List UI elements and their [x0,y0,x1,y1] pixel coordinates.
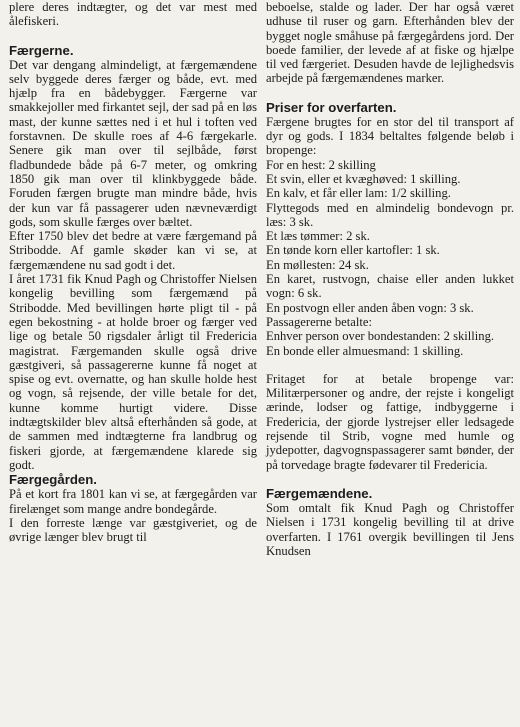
paragraph-kort-1801: På et kort fra 1801 kan vi se, at færgegården var firelænget som mange andre bondegårde. [9,487,257,516]
right-column [266,0,514,558]
price-line: Passagererne betalte: [266,314,372,329]
heading-faergegaarden: Færgegården. [9,472,97,488]
left-column [9,0,257,544]
price-line: For en hest: 2 skilling [266,157,376,172]
price-line: Enhver person over bondestanden: 2 skilling. [266,329,495,344]
heading-priser: Priser for overfarten. [266,99,397,115]
right-intro-paragraph: beboelse, stalde og lader. Der har også været udhuse til ruser og garn. Efterhånden blev der bygget nogle småhuse på færgegårdens jord. Der boede familier, der levede af at fiske og hjælpe til ved færgeriet. Desuden havde de lejlighedsvis arbejde på færgemændenes marker. [266,0,514,86]
price-line: En postvogn eller anden åben vogn: 3 sk. [266,300,474,315]
price-line: Et læs tømmer: 2 sk. [266,229,370,244]
paragraph-fritaget: Fritaget for at betale bropenge var: Militærpersoner og andre, der rejste i kongeligt ærinde, lodser og fattige, indbyggerne i Fredericia, der gjorde lystrejser eller ledsagede rejsende til Strib, vogne med humle og jydepotter, dagvognspassagerer samt bønder, der på torvedage bragte fødevarer til Fredericia. [266,371,514,472]
heading-faergemaendene: Færgemændene. [266,485,373,501]
price-line: Flyttegods med en almindelig bondevogn pr. læs: 3 sk. [266,200,514,229]
paragraph-1731-bevilling: I året 1731 fik Knud Pagh og Christoffer Nielsen kongelig bevilling som færgemænd på Stribodde. Med bevillingen hørte pligt til - på egen bekostning - at holde broer og færger ved lige og betale 50 rigsdaler årligt til Fredericia magistrat. Færgemanden skulle også drive gæstgiveri, så passagererne kunne få noget at spise og evt. overnatte, og han skulle holde hest og vogn, så rejsende, der ville betale for det, kunne komme hurtigt videre. Disse indtægtskilder blev altså efterhånden så gode, at de sammen med indtægterne fra landbrug og fiskeri gjorde, at færgemændene klarede sig godt. [9,272,257,472]
price-line: En karet, rustvogn, chaise eller anden lukket vogn: 6 sk. [266,272,514,301]
paragraph-faergerne: Det var dengang almindeligt, at færgemændene selv byggede deres færger og både, evt. med hjælp fra en bådebygger. Færgerne var smakkejoller med firkantet sejl, der sad på en løs mast, der kunne sættes ned i et hul i toften ved forstavnen. De skulle roes af 4-6 færgekarle. Senere gik man over til sejlbåde, først fladbundede både på 6-7 meter, og omkring 1850 gik man over til klinkbyggede både. Foruden færgen brugte man mindre både, hvis der kun var få passagerer uden nævneværdigt gods, som skulle færges over bæltet. [9,57,257,229]
price-line: Færgene brugtes for en stor del til transport af dyr og gods. I 1834 beltaltes følgende beløb i bropenge: [266,114,514,158]
price-line: En tønde korn eller kartofler: 1 sk. [266,243,440,258]
paragraph-gaestgiveri: I den forreste længe var gæstgiveriet, og de øvrige længer blev brugt til [9,515,257,545]
price-line: En møllesten: 24 sk. [266,257,369,272]
heading-faergerne: Færgerne. [9,42,74,58]
price-line: Et svin, eller et kvæghøved: 1 skilling. [266,171,461,186]
price-line: En bonde eller almuesmand: 1 skilling. [266,343,464,358]
left-intro-paragraph: plere deres indtægter, og det var mest med ålefiskeri. [9,0,257,29]
paragraph-faergemaendene: Som omtalt fik Knud Pagh og Christoffer Nielsen i 1731 kongelig bevilling til at drive overfarten. I 1761 overgik bevillingen til Jens Knudsen [266,500,514,558]
price-line: En kalv, et får eller lam: 1/2 skilling. [266,186,451,201]
paragraph-after-1750: Efter 1750 blev det bedre at være færgemand på Stribodde. Af gamle skøder kan vi se, at færgemændene nu sad godt i det. [9,229,257,272]
